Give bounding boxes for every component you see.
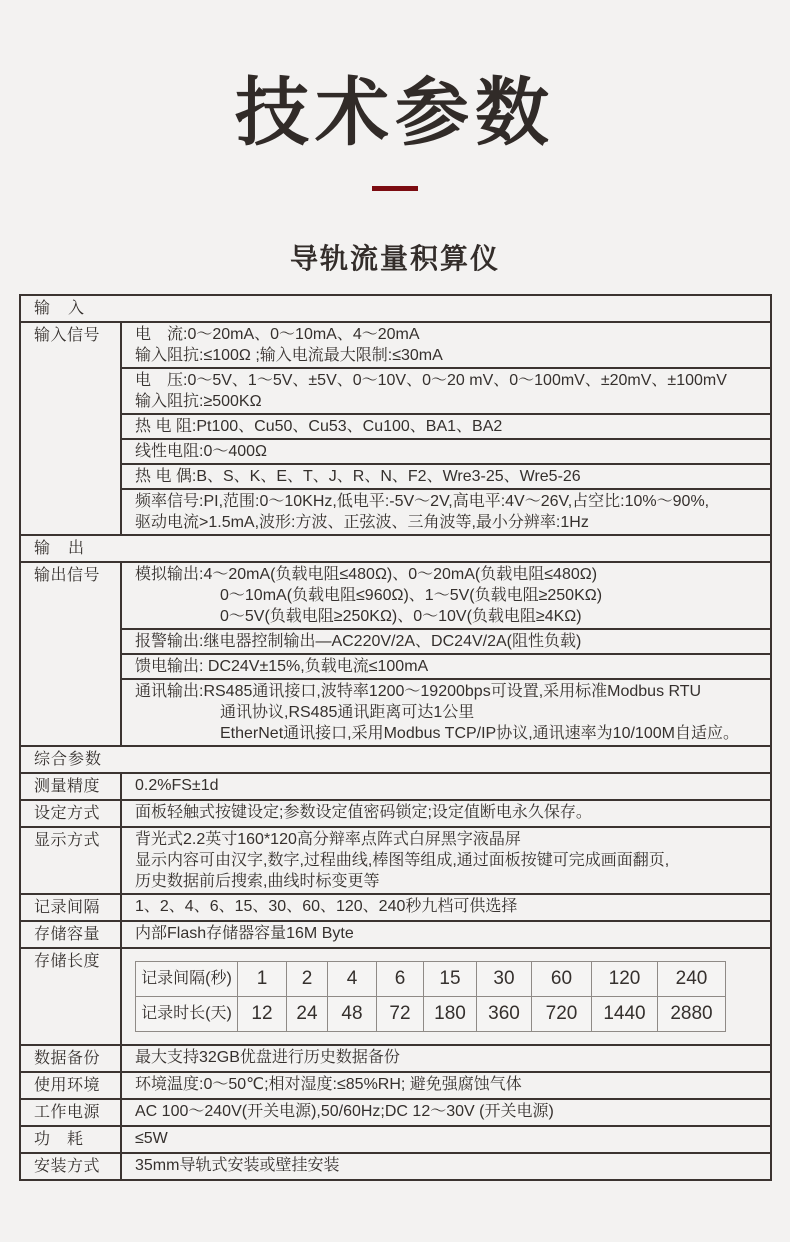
spec-label: 设定方式 (21, 801, 122, 826)
row-record-interval (21, 895, 770, 922)
spec-label: 使用环境 (21, 1073, 122, 1098)
spec-text: 电 压:0～5V、1～5V、±5V、0～10V、0～20 mV、0～100mV、±20mV、±100mV (135, 371, 727, 389)
spec-subrow-voltage (122, 369, 770, 415)
spec-text: 背光式2.2英寸160*120高分辩率点阵式白屏黑字液晶屏 (135, 830, 521, 848)
storage-value-cell: 30 (477, 961, 532, 996)
spec-text: 输入阻抗:≥500KΩ (135, 392, 262, 410)
storage-value-cell: 12 (238, 996, 287, 1031)
group-row-input-signal (21, 323, 770, 536)
row-display (21, 828, 770, 895)
row-mounting (21, 1154, 770, 1179)
product-spec-page (0, 71, 790, 1242)
spec-text: 0.2%FS±1d (135, 776, 219, 794)
spec-label: 功 耗 (21, 1127, 122, 1152)
spec-label: 安装方式 (21, 1154, 122, 1179)
storage-header-cell: 记录时长(天) (136, 996, 238, 1031)
spec-text: 电 流:0～20mA、0～10mA、4～20mA (135, 325, 420, 343)
row-storage-capacity (21, 922, 770, 949)
group-row-output-signal (21, 563, 770, 747)
spec-label: 工作电源 (21, 1100, 122, 1125)
spec-text: 模拟输出:4～20mA(负载电阻≤480Ω)、0～20mA(负载电阻≤480Ω) (135, 565, 598, 583)
spec-text: 环境温度:0～50℃;相对湿度:≤85%RH; 避免强腐蚀气体 (135, 1075, 522, 1093)
row-accuracy (21, 774, 770, 801)
page-title: 技术参数 (235, 71, 555, 154)
spec-text: 最大支持32GB优盘进行历史数据备份 (135, 1048, 400, 1066)
product-name: 导轨流量积算仪 (289, 242, 500, 274)
section-header-output: 输 出 (21, 536, 770, 563)
storage-value-cell: 4 (328, 961, 377, 996)
storage-value-cell: 48 (328, 996, 377, 1031)
title-underline (372, 186, 418, 191)
spec-text: 内部Flash存储器容量16M Byte (135, 924, 354, 942)
spec-text: 历史数据前后搜索,曲线时标变更等 (135, 872, 380, 890)
spec-label: 数据备份 (21, 1046, 122, 1071)
spec-text: 线性电阻:0～400Ω (135, 442, 268, 460)
storage-value-cell: 240 (658, 961, 726, 996)
storage-value-cell: 1440 (592, 996, 658, 1031)
spec-label: 存储容量 (21, 922, 122, 947)
storage-value-cell: 360 (477, 996, 532, 1031)
row-storage-length (21, 949, 770, 1046)
spec-text: 通讯输出:RS485通讯接口,波特率1200～19200bps可设置,采用标准Modbus RTU (135, 682, 702, 700)
spec-text: 热 电 阻:Pt100、Cu50、Cu53、Cu100、BA1、BA2 (135, 417, 503, 435)
spec-label: 输入信号 (21, 323, 122, 534)
storage-value-cell: 15 (424, 961, 477, 996)
spec-text: 通讯协议,RS485通讯距离可达1公里 (220, 703, 475, 721)
spec-label: 显示方式 (21, 828, 122, 893)
spec-subrow-alarm-output (122, 630, 770, 655)
spec-text: 输入阻抗:≤100Ω ;输入电流最大限制:≤30mA (135, 346, 443, 364)
storage-duration-row (136, 996, 726, 1031)
storage-value-cell: 24 (287, 996, 328, 1031)
spec-label: 输出信号 (21, 563, 122, 745)
row-power-consumption (21, 1127, 770, 1154)
spec-text: 驱动电流>1.5mA,波形:方波、正弦波、三角波等,最小分辨率:1Hz (135, 513, 589, 531)
spec-text: ≤5W (135, 1129, 168, 1147)
row-data-backup (21, 1046, 770, 1073)
section-header-input: 输 入 (21, 296, 770, 323)
spec-text: 馈电输出: DC24V±15%,负载电流≤100mA (135, 657, 429, 675)
storage-value-cell: 2 (287, 961, 328, 996)
storage-value-cell: 1 (238, 961, 287, 996)
spec-text: 0～10mA(负载电阻≤960Ω)、1～5V(负载电阻≥250KΩ) (220, 586, 603, 604)
storage-header-cell: 记录间隔(秒) (136, 961, 238, 996)
spec-label: 存储长度 (21, 949, 122, 1044)
spec-text: AC 100～240V(开关电源),50/60Hz;DC 12～30V (开关电源) (135, 1102, 554, 1120)
spec-subrow-current (122, 323, 770, 369)
spec-subrow-analog-output (122, 563, 770, 630)
row-setting (21, 801, 770, 828)
spec-text: EtherNet通讯接口,采用Modbus TCP/IP协议,通讯速率为10/100M自适应。 (220, 724, 739, 742)
spec-subrow-linear-resistance (122, 440, 770, 465)
storage-value-cell: 120 (592, 961, 658, 996)
storage-value-cell: 180 (424, 996, 477, 1031)
spec-text: 热 电 偶:B、S、K、E、T、J、R、N、F2、Wre3-25、Wre5-26 (135, 467, 581, 485)
spec-text: 显示内容可由汉字,数字,过程曲线,棒图等组成,通过面板按键可完成画面翻页, (135, 851, 670, 869)
storage-table (135, 961, 726, 1032)
spec-subrow-frequency (122, 490, 770, 534)
storage-value-cell: 72 (377, 996, 424, 1031)
storage-value-cell: 720 (532, 996, 592, 1031)
row-power-supply (21, 1100, 770, 1127)
spec-label: 记录间隔 (21, 895, 122, 920)
spec-text: 0～5V(负载电阻≥250KΩ)、0～10V(负载电阻≥4KΩ) (220, 607, 582, 625)
spec-label: 测量精度 (21, 774, 122, 799)
section-header-general: 综合参数 (21, 747, 770, 774)
spec-text: 报警输出:继电器控制输出—AC220V/2A、DC24V/2A(阻性负载) (135, 632, 582, 650)
spec-text: 35mm导轨式安装或壁挂安装 (135, 1156, 340, 1174)
spec-table (19, 294, 772, 1181)
spec-text: 频率信号:PI,范围:0～10KHz,低电平:-5V～2V,高电平:4V～26V,占空比:10%～90%, (135, 492, 710, 510)
row-environment (21, 1073, 770, 1100)
spec-subrow-rtd (122, 415, 770, 440)
spec-subrow-feed-output (122, 655, 770, 680)
spec-text: 面板轻触式按键设定;参数设定值密码锁定;设定值断电永久保存。 (135, 803, 592, 821)
storage-value-cell: 6 (377, 961, 424, 996)
spec-text: 1、2、4、6、15、30、60、120、240秒九档可供选择 (135, 897, 518, 915)
storage-value-cell: 60 (532, 961, 592, 996)
storage-interval-row (136, 961, 726, 996)
spec-subrow-thermocouple (122, 465, 770, 490)
storage-value-cell: 2880 (658, 996, 726, 1031)
spec-subrow-comm-output (122, 680, 770, 745)
